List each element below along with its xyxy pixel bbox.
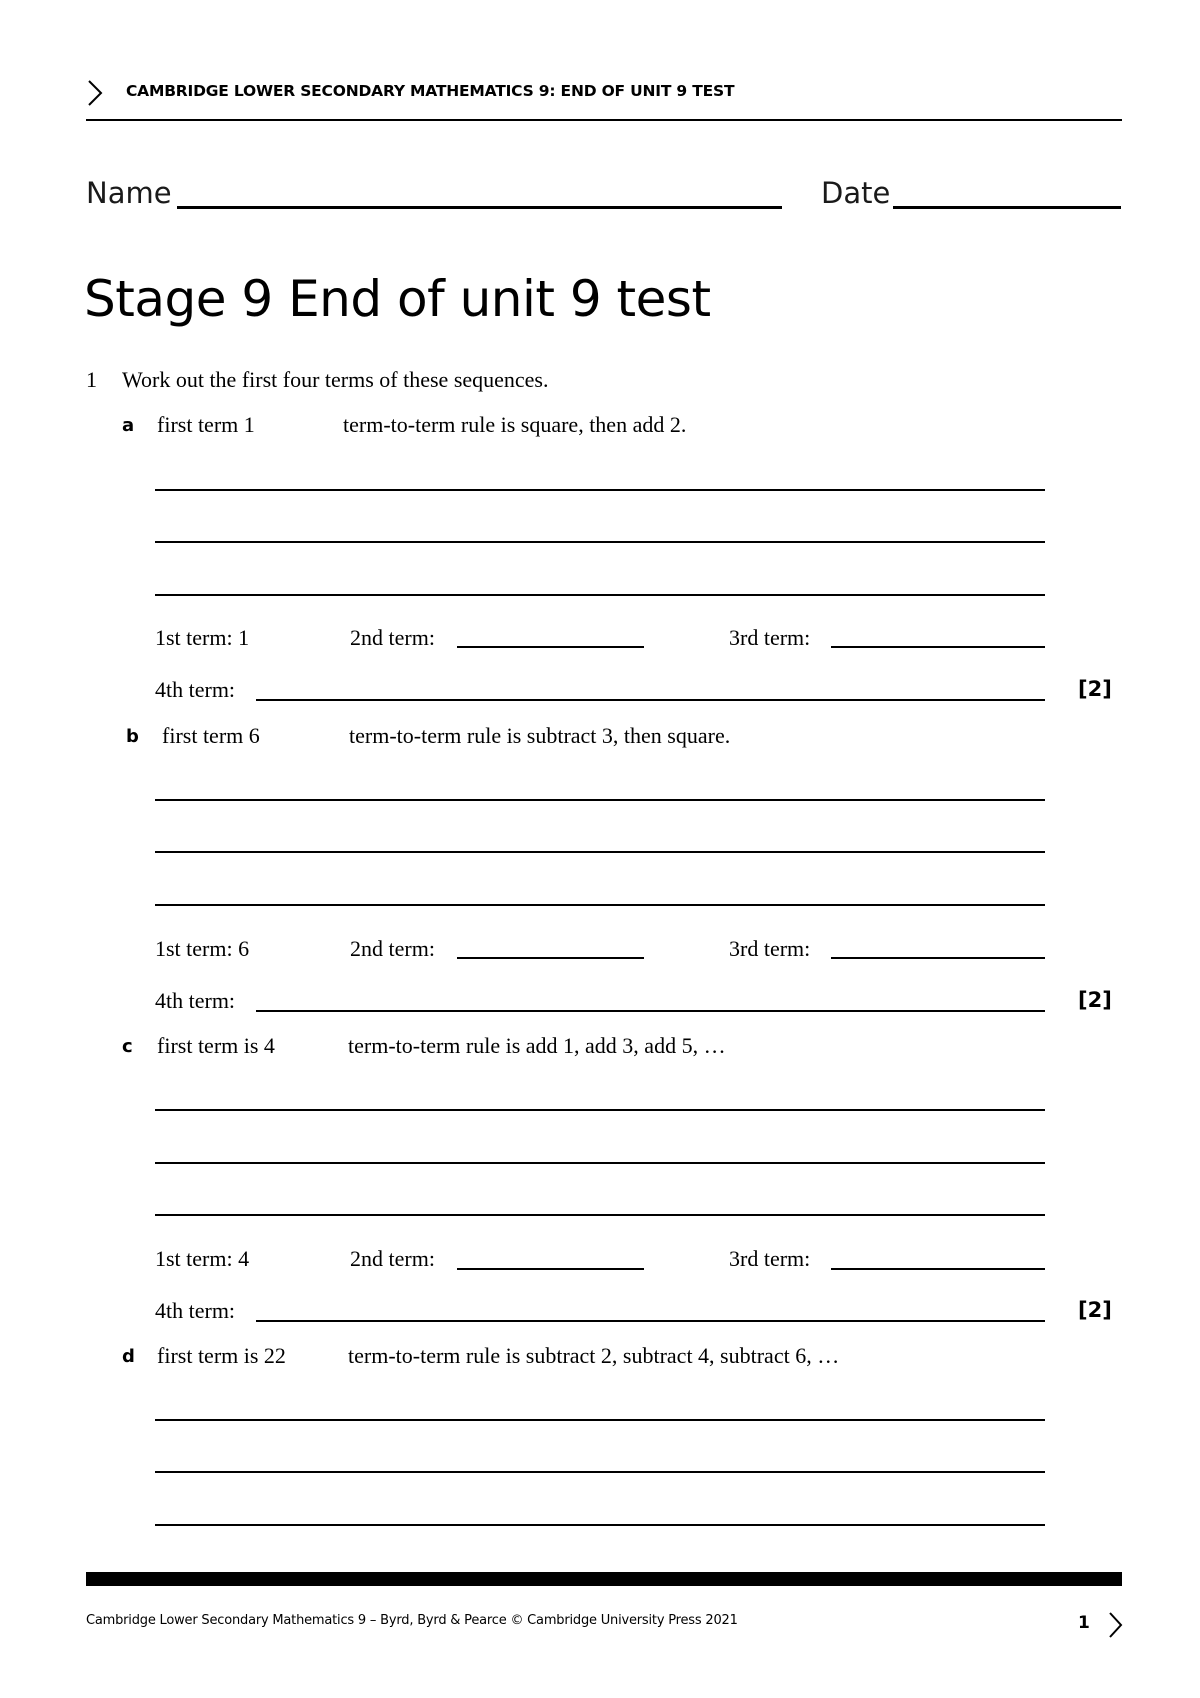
- page-title: Stage 9 End of unit 9 test: [84, 270, 711, 328]
- part-c-term4-label: 4th term:: [155, 1298, 236, 1323]
- part-b-term1: 1st term: 6: [155, 936, 250, 961]
- part-a-marks: [2]: [1078, 677, 1112, 701]
- working-line[interactable]: [155, 1419, 1045, 1421]
- part-a-term1: 1st term: 1: [155, 625, 250, 650]
- part-letter-c: c: [122, 1036, 133, 1057]
- part-c-term2-answer[interactable]: [457, 1268, 644, 1270]
- part-b-term2-label: 2nd term:: [350, 936, 435, 961]
- date-label: Date: [821, 176, 891, 210]
- part-a-term3-label: 3rd term:: [729, 625, 811, 650]
- working-line[interactable]: [155, 489, 1045, 491]
- part-letter-d: d: [122, 1346, 135, 1367]
- working-line[interactable]: [155, 1524, 1045, 1526]
- part-c-first-term: first term is 4: [157, 1033, 275, 1058]
- chevron-right-icon: [84, 78, 106, 108]
- working-line[interactable]: [155, 799, 1045, 801]
- part-letter-b: b: [126, 726, 139, 747]
- part-a-rule: term-to-term rule is square, then add 2.: [343, 412, 687, 437]
- part-a-term2-answer[interactable]: [457, 646, 644, 648]
- part-b-term3-label: 3rd term:: [729, 936, 811, 961]
- part-a-term2-label: 2nd term:: [350, 625, 435, 650]
- part-b-term3-answer[interactable]: [831, 957, 1045, 959]
- question-text: Work out the first four terms of these sequences.: [122, 367, 549, 392]
- part-d-rule: term-to-term rule is subtract 2, subtract 4, subtract 6, …: [348, 1343, 840, 1368]
- date-field[interactable]: [893, 206, 1121, 209]
- name-label: Name: [86, 176, 172, 210]
- footer-bar: [86, 1572, 1122, 1586]
- part-b-rule: term-to-term rule is subtract 3, then square.: [349, 723, 731, 748]
- header-rule: [86, 119, 1122, 121]
- part-c-term3-label: 3rd term:: [729, 1246, 811, 1271]
- part-c-term1: 1st term: 4: [155, 1246, 250, 1271]
- part-c-term2-label: 2nd term:: [350, 1246, 435, 1271]
- part-c-rule: term-to-term rule is add 1, add 3, add 5, …: [348, 1033, 726, 1058]
- working-line[interactable]: [155, 594, 1045, 596]
- header-title: CAMBRIDGE LOWER SECONDARY MATHEMATICS 9: END OF UNIT 9 TEST: [126, 82, 735, 100]
- part-b-term4-label: 4th term:: [155, 988, 236, 1013]
- working-line[interactable]: [155, 541, 1045, 543]
- part-b-first-term: first term 6: [162, 723, 260, 748]
- chevron-right-icon[interactable]: [1106, 1610, 1124, 1640]
- part-letter-a: a: [122, 415, 135, 436]
- working-line[interactable]: [155, 904, 1045, 906]
- part-b-term4-answer[interactable]: [256, 1010, 1045, 1012]
- working-line[interactable]: [155, 1214, 1045, 1216]
- part-d-first-term: first term is 22: [157, 1343, 286, 1368]
- working-line[interactable]: [155, 1162, 1045, 1164]
- footer-copyright: Cambridge Lower Secondary Mathematics 9 – Byrd, Byrd & Pearce © Cambridge University Press 2021: [86, 1613, 738, 1628]
- part-c-term4-answer[interactable]: [256, 1320, 1045, 1322]
- working-line[interactable]: [155, 1471, 1045, 1473]
- part-b-marks: [2]: [1078, 988, 1112, 1012]
- part-a-term3-answer[interactable]: [831, 646, 1045, 648]
- part-c-term3-answer[interactable]: [831, 1268, 1045, 1270]
- page-number: 1: [1078, 1613, 1090, 1633]
- working-line[interactable]: [155, 1109, 1045, 1111]
- part-b-term2-answer[interactable]: [457, 957, 644, 959]
- part-a-term4-label: 4th term:: [155, 677, 236, 702]
- question-number: 1: [86, 367, 97, 392]
- working-line[interactable]: [155, 851, 1045, 853]
- part-a-first-term: first term 1: [157, 412, 255, 437]
- part-a-term4-answer[interactable]: [256, 699, 1045, 701]
- part-c-marks: [2]: [1078, 1298, 1112, 1322]
- name-field[interactable]: [177, 206, 782, 209]
